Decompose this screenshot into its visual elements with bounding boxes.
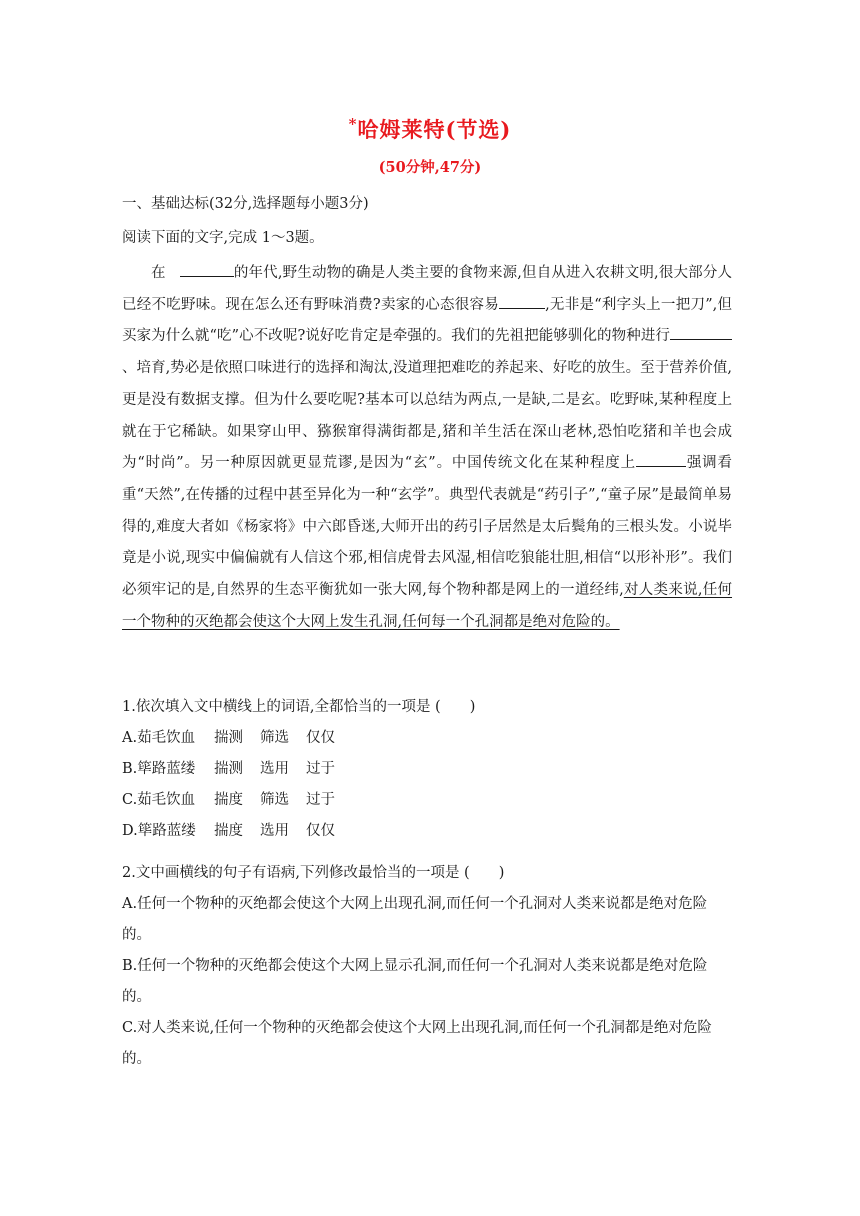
option-word: B.筚路蓝缕: [122, 761, 196, 777]
underlined-sentence: 对人类来说,任何一个物种的灭绝都会使这个大网上发生孔洞,任何每一个孔洞都是绝对危险的。: [122, 582, 733, 630]
page-title: [0, 114, 860, 144]
option-word: 仅仅: [306, 730, 335, 746]
blank-3: [670, 325, 732, 340]
option-word: 揣测: [214, 730, 243, 746]
title-text: 哈姆莱特(节选): [357, 117, 512, 142]
reading-passage: [122, 258, 732, 638]
question-1-stem: 1.依次填入文中横线上的词语,全都恰当的一项是 ( ): [122, 699, 476, 715]
passage-part-4: 、培育,势必是依照口味进行的选择和淘汰,没道理把难吃的养起来、好吃的放生。至于营养价值,更是没有数据支撑。但为什么要吃呢?基本可以总结为两点,一是缺,二是玄。吃野味,某种程度上就在于它稀缺。如果穿山甲、猕猴窜得满街都是,猪和羊生活在深山老林,恐怕吃猪和羊也会成为“时尚”。另一种原因就更显荒谬,是因为“玄”。中国传统文化在某种程度上: [122, 360, 732, 472]
title-star: *: [348, 115, 358, 133]
question-2: [122, 858, 734, 1075]
option-word: 筛选: [260, 730, 289, 746]
option-word: 过于: [306, 792, 335, 808]
option-word: 过于: [306, 761, 335, 777]
option-word: C.茹毛饮血: [122, 792, 196, 808]
passage-part-3: ,无非是“利字头上一把刀”,但买家为什么就“吃”心不改呢?说好吃肯定是牵强的。我们的先祖把能够驯化的物种进行: [122, 296, 732, 345]
option-word: 仅仅: [306, 823, 335, 839]
option-word: A.茹毛饮血: [122, 730, 196, 746]
option-word: 选用: [260, 761, 289, 777]
passage-part-1: 在: [151, 265, 166, 281]
question-1-option-d: [122, 816, 734, 847]
option-word: D.筚路蓝缕: [122, 823, 196, 839]
question-1: [122, 692, 734, 847]
question-2-option-c: C.对人类来说,任何一个物种的灭绝都会使这个大网上出现孔洞,而任何一个孔洞都是绝对危险的。: [122, 1020, 712, 1067]
option-word: 揣度: [214, 792, 243, 808]
question-2-stem: 2.文中画横线的句子有语病,下列修改最恰当的一项是 ( ): [122, 865, 505, 881]
option-word: 揣测: [214, 761, 243, 777]
question-1-option-a: [122, 723, 734, 754]
blank-2: [499, 294, 545, 309]
page-subtitle: (50分钟,47分): [378, 159, 482, 176]
section-heading: 一、基础达标(32分,选择题每小题3分): [122, 196, 369, 212]
question-2-option-b: B.任何一个物种的灭绝都会使这个大网上显示孔洞,而任何一个孔洞对人类来说都是绝对危险的。: [122, 958, 708, 1005]
passage-part-2: 的年代,野生动物的确是人类主要的食物来源,但自从进入农耕文明,很大部分人已经不吃野味。现在怎么还有野味消费?卖家的心态很容易: [122, 265, 733, 313]
question-1-option-b: [122, 754, 734, 785]
question-2-option-a: A.任何一个物种的灭绝都会使这个大网上出现孔洞,而任何一个孔洞对人类来说都是绝对危险的。: [122, 896, 708, 943]
question-1-option-c: [122, 785, 734, 816]
option-word: 筛选: [260, 792, 289, 808]
blank-1: [180, 262, 234, 277]
passage-part-5: 强调看重“天然”,在传播的过程中甚至异化为一种“玄学”。典型代表就是“药引子”,“童子尿”是最简单易得的,难度大者如《杨家将》中六郎昏迷,大师开出的药引子居然是太后鬓角的三根头发。小说毕竟是小说,现实中偏偏就有人信这个邪,相信虎骨去风湿,相信吃狼能壮胆,相信“以形补形”。我们必须牢记的是,自然界的生态平衡犹如一张大网,每个物种都是网上的一道经纬,: [122, 455, 733, 599]
blank-4: [636, 452, 686, 467]
reading-instruction: 阅读下面的文字,完成 1～3题。: [122, 230, 324, 246]
option-word: 揣度: [214, 823, 243, 839]
option-word: 选用: [260, 823, 289, 839]
